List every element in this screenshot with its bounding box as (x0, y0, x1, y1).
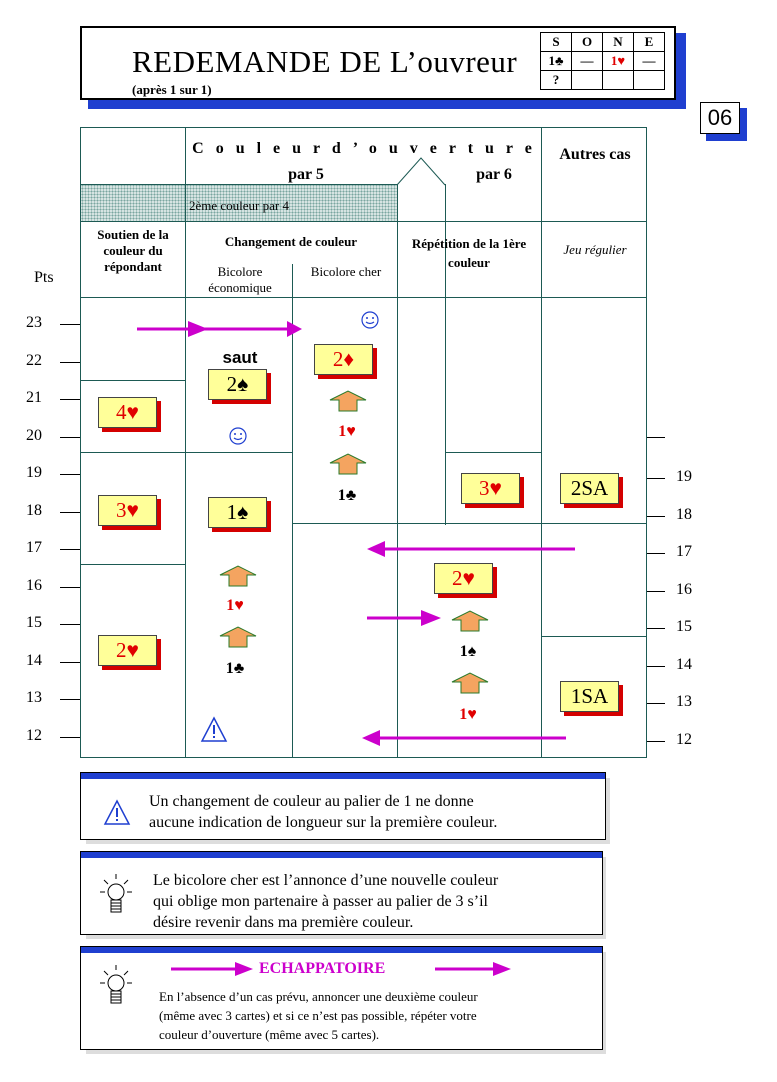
page-title: REDEMANDE DE L’ouvreur (132, 44, 518, 79)
small-1h-cher: 1♥ (338, 423, 356, 440)
small-1h-repeat: 1♥ (459, 706, 477, 723)
pts-label: Pts (34, 269, 54, 286)
col-change-header: Changement de couleur (224, 234, 358, 249)
bid-s-2: ? (541, 71, 572, 90)
cell-line-a (80, 380, 185, 381)
cell-line-f (541, 636, 646, 637)
up-arrow (328, 390, 368, 412)
up-arrow (218, 565, 258, 587)
col-support-header: Soutien de la couleur du répondant (97, 227, 169, 274)
points-label-left: 19 (26, 464, 42, 481)
points-label-right: 14 (676, 655, 692, 673)
second-suit-label: 2ème couleur par 4 (189, 198, 289, 213)
points-tick-left (60, 737, 80, 738)
points-label-right: 15 (676, 618, 692, 635)
cell-line-e (292, 523, 646, 524)
table-border-right (646, 127, 647, 758)
page-subtitle: (après 1 sur 1) (132, 82, 212, 97)
points-tick-left (60, 399, 80, 400)
points-label-left: 23 (26, 314, 42, 331)
table-border-bottom (80, 757, 646, 758)
page-number: 06 (700, 102, 740, 134)
cell-line-c (80, 564, 185, 565)
card-4h: 4♥ (98, 397, 157, 428)
escape-note (80, 946, 603, 1050)
bid-e-1: — (634, 52, 665, 71)
points-tick-right (647, 516, 665, 517)
bicolore-note-text (153, 870, 593, 933)
points-tick-right (647, 628, 665, 629)
col-line-4 (541, 127, 542, 758)
title-box (80, 26, 676, 100)
bicolore-note-line-2: qui oblige mon partenaire à passer au palier de 3 s’il (153, 893, 488, 910)
header-peak (396, 156, 448, 186)
smiley-icon (360, 310, 380, 330)
bid-n-2 (603, 71, 634, 90)
points-label-left: 13 (26, 689, 42, 706)
card-2d: 2♦ (314, 344, 373, 375)
small-1c-eco: 1♣ (225, 660, 245, 677)
cell-line-d (185, 452, 292, 453)
points-label-left: 18 (26, 501, 42, 519)
small-1s-repeat: 1♠ (459, 643, 477, 660)
up-arrow (450, 610, 490, 632)
header-line-2 (80, 297, 646, 298)
bid-header-o: O (572, 33, 603, 52)
opening-suit-header: C o u l e u r d ’ o u v e r t u r e (192, 140, 536, 157)
magenta-arrow (365, 538, 577, 560)
up-arrow (328, 453, 368, 475)
points-tick-right (647, 741, 665, 742)
warning-note-text (149, 791, 599, 833)
magenta-arrow (169, 960, 255, 978)
magenta-arrow (433, 960, 513, 978)
points-tick-left (60, 587, 80, 588)
warning-note (80, 772, 606, 840)
magenta-arrow (186, 318, 226, 340)
card-2h-par6: 2♥ (434, 563, 493, 594)
warning-icon (200, 716, 228, 744)
points-tick-left (60, 662, 80, 663)
points-tick-right (647, 553, 665, 554)
points-label-right: 19 (676, 468, 692, 485)
bidding-grid (540, 32, 665, 90)
col-line-3 (397, 184, 398, 758)
bid-header-e: E (634, 33, 665, 52)
smiley-icon (228, 426, 248, 446)
points-label-right: 17 (676, 543, 692, 560)
bid-header-n: N (603, 33, 634, 52)
points-tick-left (60, 324, 80, 325)
points-label-right: 16 (676, 580, 692, 598)
points-label-left: 20 (26, 426, 42, 444)
band-top-line (80, 184, 398, 185)
card-2h: 2♥ (98, 635, 157, 666)
card-2sa: 2SA (560, 473, 619, 504)
card-1sa: 1SA (560, 681, 619, 712)
bicolore-note (80, 851, 603, 935)
bid-o-2 (572, 71, 603, 90)
points-tick-right (647, 591, 665, 592)
table-border-top (80, 127, 646, 128)
card-3h-par6: 3♥ (461, 473, 520, 504)
bid-e-2 (634, 71, 665, 90)
small-1h-eco: 1♥ (226, 597, 244, 614)
warning-note-line-2: aucune indication de longueur sur la première couleur. (149, 814, 498, 831)
points-label-right: 12 (676, 730, 692, 748)
col-line-1 (185, 127, 186, 758)
col-repeat-header: Répétition de la 1ère couleur (411, 236, 527, 270)
escape-note-line-1: En l’absence d’un cas prévu, annoncer une deuxième couleur (159, 989, 478, 1004)
points-tick-left (60, 474, 80, 475)
points-tick-right (647, 478, 665, 479)
escape-title: ECHAPPATOIRE (259, 960, 386, 977)
sub-cher-header: Bicolore cher (310, 264, 382, 279)
points-label-right: 13 (676, 693, 692, 710)
bid-header-s: S (541, 33, 572, 52)
card-1s: 1♠ (208, 497, 267, 528)
bid-n-1: 1♥ (603, 52, 634, 71)
small-1c-cher: 1♣ (337, 487, 357, 504)
card-3h: 3♥ (98, 495, 157, 526)
bicolore-note-line-3: désire revenir dans ma première couleur. (153, 914, 414, 931)
points-label-left: 12 (26, 726, 42, 744)
points-tick-left (60, 624, 80, 625)
escape-note-line-2: (même avec 3 cartes) et si ce n’est pas possible, répéter votre (159, 1008, 477, 1023)
up-arrow (450, 672, 490, 694)
warning-note-line-1: Un changement de couleur au palier de 1 ne donne (149, 793, 474, 810)
magenta-arrow (360, 727, 568, 749)
cell-line-b2 (446, 452, 542, 453)
points-label-right: 18 (676, 505, 692, 523)
points-tick-right (647, 703, 665, 704)
escape-note-text (159, 987, 599, 1044)
cell-line-b (80, 452, 185, 453)
lightbulb-icon (99, 963, 133, 1013)
sub-eco-header: Bicolore économique (208, 264, 272, 295)
points-label-left: 17 (26, 539, 42, 556)
points-label-left: 22 (26, 351, 42, 369)
points-tick-right (647, 666, 665, 667)
points-tick-right (647, 437, 665, 438)
magenta-arrow (365, 607, 443, 629)
header-line-1 (80, 221, 646, 222)
points-tick-left (60, 549, 80, 550)
points-label-left: 16 (26, 576, 42, 594)
saut-label: saut (222, 348, 258, 367)
bid-o-1: — (572, 52, 603, 71)
points-tick-left (60, 437, 80, 438)
lightbulb-icon (99, 872, 133, 922)
escape-note-line-3: couleur d’ouverture (même avec 5 cartes). (159, 1027, 380, 1042)
bicolore-note-line-1: Le bicolore cher est l’annonce d’une nouvelle couleur (153, 872, 499, 889)
col-regular-header: Jeu régulier (563, 242, 627, 257)
par5-header: par 5 (288, 166, 324, 183)
warning-icon (103, 799, 131, 827)
bid-s-1: 1♣ (541, 52, 572, 71)
autres-cas-header: Autres cas (559, 146, 631, 163)
points-tick-left (60, 362, 80, 363)
up-arrow (218, 626, 258, 648)
points-tick-left (60, 512, 80, 513)
points-label-left: 15 (26, 614, 42, 631)
points-label-left: 14 (26, 651, 42, 669)
par6-header: par 6 (476, 166, 512, 183)
card-2s: 2♠ (208, 369, 267, 400)
points-tick-left (60, 699, 80, 700)
points-label-left: 21 (26, 389, 42, 406)
